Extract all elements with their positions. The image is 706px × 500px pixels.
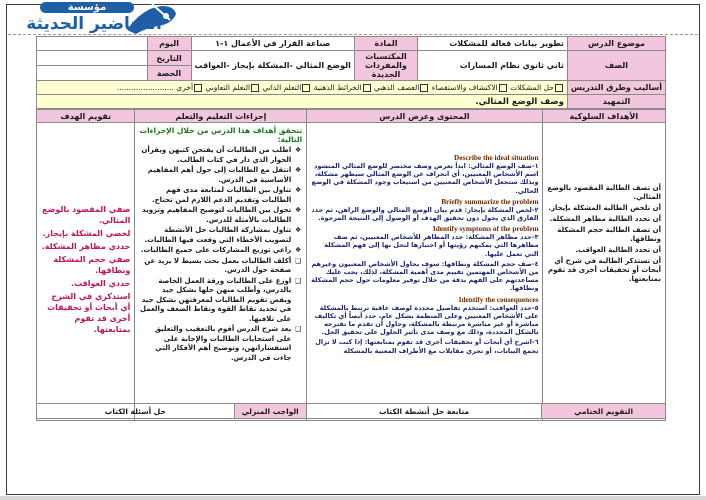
method-item[interactable]: العصف الذهني bbox=[374, 83, 429, 92]
evaluation-item: صفي حجم المشكلة ونطاقها. bbox=[53, 255, 131, 275]
content-block bbox=[310, 260, 538, 293]
procedure-item: ❑ اوزع على الطالبات ورقة العمل الخاصة بالدرس، وأطلب منهن حلها بشكل جيد ويقص تقويم الطالبات لمعرفتهن بشكل جيد في تحديد نقاط القوة ونقاط الضعف والعمل على تلافيها. bbox=[140, 276, 302, 323]
procedure-item: ❖ تجول بين الطالبات لتوضيح المفاهيم وتزويد الطالبات بالأمثلة للدرس. bbox=[142, 206, 302, 224]
content-block bbox=[310, 153, 538, 195]
lesson-footer-table bbox=[36, 403, 666, 419]
evaluation-header: تقويم الهدف bbox=[37, 110, 135, 123]
evaluation-item: حددي العواقب. bbox=[71, 279, 131, 288]
day-value[interactable] bbox=[37, 37, 148, 51]
square-bullet-icon: ❑ bbox=[294, 276, 302, 285]
method-item[interactable]: الاكتشاف والاستقصاء bbox=[432, 83, 508, 92]
procedure-item: ❖ انتقل مع الطالبات إلى حول أهم المفاهيم الأساسية في الدرس. bbox=[147, 166, 302, 184]
diamond-bullet-icon: ❖ bbox=[294, 166, 302, 174]
objective-item: أن تحدد الطالبة مظاهر المشكلة. bbox=[549, 215, 661, 223]
square-bullet-icon: ❑ bbox=[294, 256, 302, 265]
diamond-bullet-icon: ❖ bbox=[294, 226, 302, 234]
logo bbox=[2, 0, 182, 40]
procedures-intro: تتحقق أهداف هذا الدرس من خلال الإجراءات التالية: bbox=[139, 126, 303, 144]
content-text: ٣-حدد مظاهر المشكلة: حدد المظاهر للأشخاص المعنيين، ثم صف مظاهرها التي يمكنهم رؤيتها أو اختبارها لتحل بها إلى فهم المشكلة التي تعمل عليها. bbox=[324, 233, 539, 258]
date-label: التاريخ bbox=[147, 51, 191, 66]
checkbox-icon bbox=[499, 84, 507, 92]
evaluation-item: لخصي المشكلة بإيجاز. bbox=[42, 229, 131, 238]
content-text: ٦-اشرح أي أبحاث أو تحقيقات أخرى قد تقوم بمتابعتها: إذا كنت لا تزال تجمع البيانات، أو تجري مقابلات مع الأطراف المعنية بالمشكلة bbox=[315, 338, 539, 355]
lesson-label: موضوع الدرس bbox=[567, 37, 665, 51]
objective-item: أن تصف الطالبة المقصود بالوضع المثالي. bbox=[547, 184, 661, 201]
lesson-header-table bbox=[36, 36, 666, 109]
checkbox-icon bbox=[555, 84, 563, 92]
evaluation-item: استذكري في الشرح أي أبحاث أو تحقيقات أخرى قد تقوم بمتابعتها. bbox=[47, 292, 131, 334]
class-value: ثاني ثانوي نظام المسارات bbox=[418, 51, 568, 81]
checkbox-icon bbox=[420, 84, 428, 92]
final-eval-label: التقويم الختامي bbox=[542, 404, 666, 419]
objectives-header: الأهداف السلوكية bbox=[542, 110, 665, 123]
content-text: ١-صف الوضع المثالي: ابدأ بعرض وصف مختصر للوضع المثالي المنشود اسم الأشخاص المعنيين، أي انحراف عن الوضع المثالي سيظهر مشكلة، وبذلك ستجعل الأشخاص المعنيين من استيعاب وجود المشكلة في الوضع الحالي. bbox=[311, 162, 539, 195]
activities-value: متابعة حل أنشطة الكتاب bbox=[306, 404, 542, 419]
homework-label: الواجب المنزلي bbox=[234, 404, 306, 419]
logo-subtitle: مؤسسة bbox=[40, 2, 134, 13]
checkbox-icon bbox=[363, 84, 371, 92]
content-heading-en: Identify the consequences bbox=[458, 294, 539, 304]
subject-label: المادة bbox=[354, 37, 417, 51]
diamond-bullet-icon: ❖ bbox=[294, 246, 302, 254]
procedure-item: ❑ يعد شرح الدرس أقوم بالتعقيب والتعليق على استجابات الطالبات والإجابة على استفساراتهن، وتوضيح أهم الأفكار التي جاءت في الدرس. bbox=[154, 325, 302, 362]
method-item[interactable]: التعلم الذاتي bbox=[262, 83, 311, 92]
skills-value: الوضع المثالي -المشكلة بإيجاز -العواقب bbox=[191, 51, 354, 81]
content-block bbox=[310, 295, 538, 337]
content-text: ٢-لخص المشكلة بإيجاز: قدم بيان الوضع المثالي والوضع الراهن، ثم حدد الفارق الذي يحول دون تحقيق الهدف أو الوصول إلى النتيجة المرجوة. bbox=[311, 205, 539, 223]
methods-list bbox=[37, 81, 568, 95]
intro-value: وصف الوضع المثالي. bbox=[37, 95, 568, 109]
logo-title: التحاضير الحديثة bbox=[26, 14, 162, 34]
method-item[interactable]: التعلم التعاوني bbox=[205, 83, 260, 92]
evaluation-item: صفي المقصود بالوضع المثالي. bbox=[42, 205, 131, 225]
content-heading-en: Identify symptoms of the problem bbox=[432, 224, 539, 234]
date-value[interactable] bbox=[37, 51, 148, 66]
class-label: الصف bbox=[567, 51, 665, 81]
checkbox-icon bbox=[194, 84, 202, 92]
bottom-scroll-strip bbox=[0, 496, 706, 500]
period-value[interactable] bbox=[37, 66, 148, 81]
content-text: ٤-صف حجم المشكلة ونطاقها: سوف يحاول الأشخاص المعنيون وغيرهم من الأشخاص المهتمين تقييم مدى أهمية المشكلة، لذلك، يجب عليك مساعدتهم على الفهم بدقة من خلال توفير معلومات حول حجم المشكلة ونطاقها. bbox=[311, 259, 539, 293]
evaluation-cell bbox=[37, 123, 135, 421]
diamond-bullet-icon: ❖ bbox=[294, 186, 302, 194]
content-cell bbox=[307, 123, 542, 421]
checkbox-icon bbox=[251, 84, 259, 92]
objective-item: أن تلخص الطالبة المشكلة بإيجاز. bbox=[548, 204, 661, 212]
evaluation-item: حددي مظاهر المشكلة. bbox=[41, 242, 131, 251]
homework-value: حل أسئلة الكتاب bbox=[37, 404, 235, 419]
objective-item: أن تصف الطالبة حجم المشكلة ونطاقها. bbox=[557, 226, 661, 243]
methods-label: أساليب وطرق التدريس bbox=[567, 81, 665, 95]
diamond-bullet-icon: ❖ bbox=[294, 206, 302, 214]
procedure-item: ❖ تناول بمشاركة الطالبات حل الأنشطة لتصويب الأخطاء التي وقعت فيها الطالبات. bbox=[144, 226, 302, 244]
procedure-item: ❑ أكلف الطالبات بعمل بحث بسيط لا يزيد عن صفحة حول الدرس. bbox=[144, 256, 302, 274]
skills-label: المكتسبات والمفردات الجديدة bbox=[354, 51, 417, 81]
content-block bbox=[310, 224, 538, 258]
subject-value: صناعة القرار في الأعمال ١-١ bbox=[191, 37, 354, 51]
day-label: اليوم bbox=[147, 37, 191, 51]
procedures-header: إجراءات التعليم والتعلم bbox=[135, 110, 307, 123]
content-header: المحتوى وعرض الدرس bbox=[307, 110, 542, 123]
procedure-item: ❖ اطلب من الطالبات أن يفتحن كتبهن ويقرأن الحوار الذي دار في كتاب الطالب. bbox=[141, 146, 302, 164]
content-text: ٥-حدد العواقب: استخدم تفاصيل محددة لوصف عاقبة ترتبط بالمشكلة على الأشخاص المعنيين وعلى المنظمة بشكل عام، حدد أيضاً أي تكاليف مباشرة أو غير مباشرة مرتبطة بالمشكلة، وحاول أن تقدم ما تقترحه بالشكل المحددة، وذلك مع وصف مدى تأثير الحلول على تحقيق الحل. bbox=[314, 303, 539, 337]
period-label: الحصة bbox=[147, 66, 191, 81]
objective-item: أن تستذكر الطالبة في شرح أي أبحاث أو تحقيقات أخرى قد تقوم بمتابعتها. bbox=[548, 257, 661, 283]
square-bullet-icon: ❑ bbox=[294, 325, 302, 333]
method-item[interactable]: الخرائط الذهنية bbox=[314, 83, 372, 92]
intro-label: التمهيد bbox=[567, 95, 665, 109]
content-block bbox=[310, 197, 538, 222]
procedures-list bbox=[136, 146, 305, 363]
procedure-item: ❖ تناول بين الطالبات لمتابعة مدى فهم الطالبات وتقديم الدعم اللازم لمن تحتاج. bbox=[151, 186, 302, 204]
method-item[interactable]: أخرى ........................ bbox=[117, 83, 203, 92]
content-heading-en: Describe the ideal situation bbox=[454, 153, 539, 162]
lesson-value: تطوير بيانات فعالة للمشكلات bbox=[418, 37, 568, 51]
objective-item: أن تحدد الطالبة العواقب. bbox=[575, 246, 661, 254]
content-block bbox=[310, 338, 538, 354]
procedure-item: ❖ راعي توزيع المشاركات على جميع الطالبات. bbox=[140, 246, 302, 254]
objectives-cell bbox=[542, 123, 665, 421]
checkbox-icon bbox=[302, 84, 310, 92]
method-item[interactable]: حل المشكلات bbox=[510, 83, 564, 92]
lesson-body-table bbox=[36, 109, 666, 421]
diamond-bullet-icon: ❖ bbox=[294, 146, 302, 154]
content-heading-en: Briefly summarize the problem bbox=[441, 196, 539, 206]
procedures-cell bbox=[135, 123, 307, 421]
